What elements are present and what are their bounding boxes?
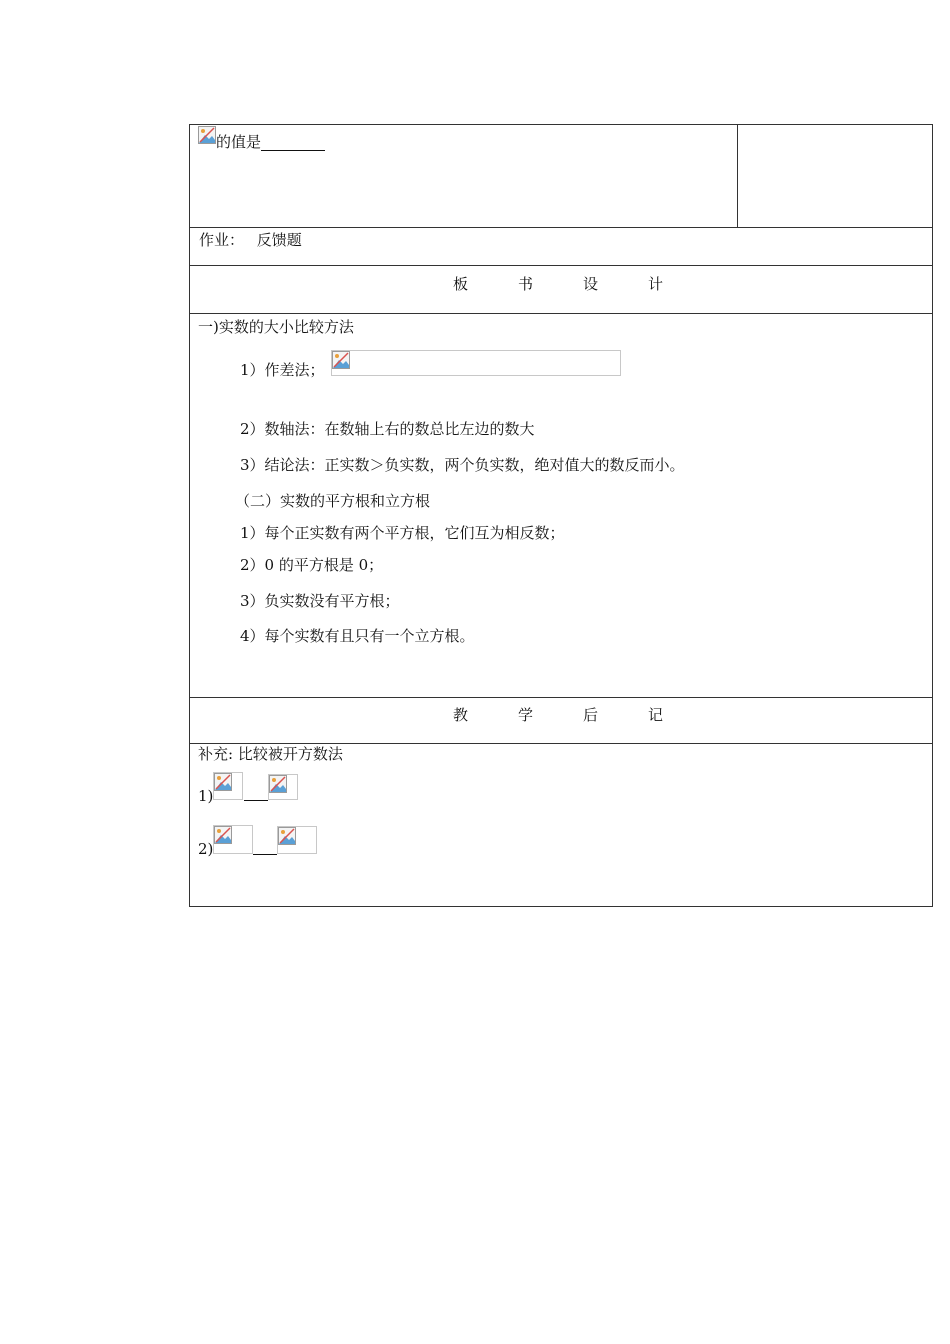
- formula-image: [213, 825, 253, 854]
- broken-image-icon: [198, 126, 216, 144]
- row-divider: [190, 313, 932, 314]
- row-divider: [190, 743, 932, 744]
- board-item-conclusion: 3）结论法：正实数＞负实数，两个负实数，绝对值大的数反而小。: [240, 456, 685, 474]
- question-suffix: 的值是: [216, 133, 262, 151]
- board-section-1: 一)实数的大小比较方法: [198, 318, 354, 336]
- compare-blank: [253, 842, 277, 855]
- board-item-zero-root: 2）0 的平方根是 0；: [240, 556, 384, 574]
- answer-blank: [261, 136, 325, 151]
- broken-image-icon: [332, 351, 350, 369]
- board-design-heading: 板书设计: [453, 275, 714, 293]
- board-item-number-line: 2）数轴法：在数轴上右的数总比左边的数大: [240, 420, 535, 438]
- broken-image-icon: [269, 775, 287, 793]
- row-divider: [190, 227, 932, 228]
- homework-label: 作业：: [199, 231, 245, 249]
- homework-row: [199, 231, 302, 249]
- teaching-notes-heading: 教学后记: [453, 706, 714, 724]
- formula-image: [268, 774, 298, 800]
- board-item-cube-root: 4）每个实数有且只有一个立方根。: [240, 627, 475, 645]
- column-divider: [737, 125, 738, 227]
- supplement-title: 补充: 比较被开方数法: [198, 745, 343, 763]
- board-section-2: （二）实数的平方根和立方根: [235, 492, 431, 510]
- board-item-square-roots: 1）每个正实数有两个平方根，它们互为相反数；: [240, 524, 565, 542]
- supplement-q2-label: 2): [198, 840, 214, 858]
- formula-image: [198, 126, 216, 144]
- supplement-q1-label: 1): [198, 787, 214, 805]
- broken-image-icon: [214, 826, 232, 844]
- board-item-negative-root: 3）负实数没有平方根；: [240, 592, 400, 610]
- broken-image-icon: [278, 827, 296, 845]
- row-divider: [190, 265, 932, 266]
- row-divider: [190, 697, 932, 698]
- broken-image-icon: [214, 773, 232, 791]
- homework-value: 反馈题: [256, 231, 302, 249]
- compare-blank: [244, 788, 268, 801]
- formula-image: [331, 350, 621, 376]
- formula-image: [277, 826, 317, 854]
- formula-image: [213, 772, 243, 800]
- question-text: [216, 133, 325, 151]
- board-item-subtraction: 1）作差法；: [240, 361, 325, 379]
